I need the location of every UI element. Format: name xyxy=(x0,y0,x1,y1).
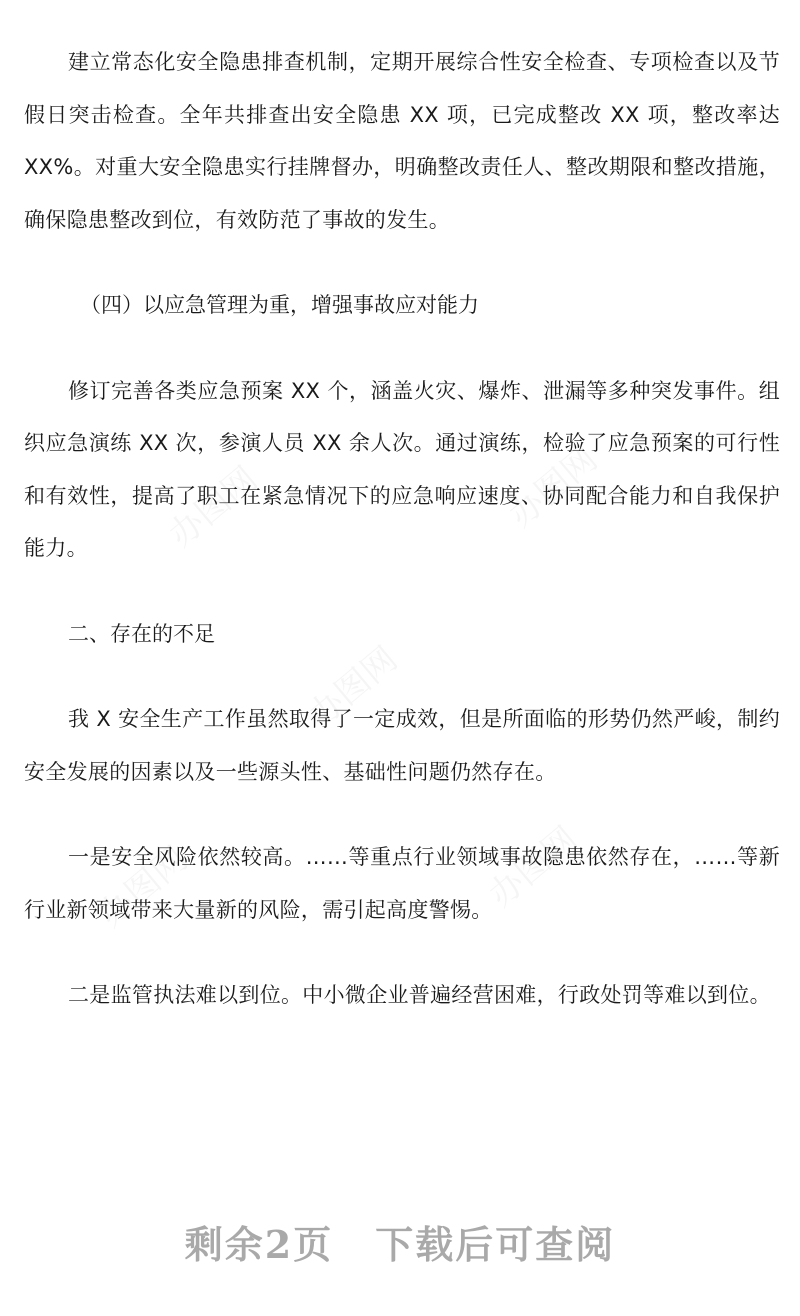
watermark: 办图网 xyxy=(161,459,266,556)
section-heading-shortcomings: 二、存在的不足 xyxy=(68,621,215,646)
remaining-pages-label: 剩余2页 xyxy=(184,1222,334,1267)
watermark: 办图网 xyxy=(501,439,606,536)
paragraph-emergency-plans: 修订完善各类应急预案 XX 个，涵盖火灾、爆炸、泄漏等多种突发事件。组织应急演练 XX 次，参演人员 XX 余人次。通过演练，检验了应急预案的可行性和有效性，提高了职工在紧急情况下的应急响应速度、协同配合能力和自我保护能力。 xyxy=(24,378,780,560)
watermark: 办图网 xyxy=(481,819,586,916)
paragraph-hazard-inspection: 建立常态化安全隐患排查机制，定期开展综合性安全检查、专项检查以及节假日突击检查。全年共排查出安全隐患 XX 项，已完成整改 XX 项，整改率达 XX%。对重大安全隐患实行挂牌督办，明确整改责任人、整改期限和整改措施，确保隐患整改到位，有效防范了事故的发生。 xyxy=(24,50,780,232)
download-hint-label: 下载后可查阅 xyxy=(375,1222,616,1267)
paragraph-enforcement: 二是监管执法难以到位。中小微企业普遍经营困难，行政处罚等难以到位。 xyxy=(68,983,771,1007)
download-banner[interactable] xyxy=(0,1214,800,1269)
section-heading-emergency: （四）以应急管理为重，增强事故应对能力 xyxy=(80,293,479,317)
paragraph-risk-high: 一是安全风险依然较高。……等重点行业领域事故隐患依然存在，……等新行业新领域带来大量新的风险，需引起高度警惕。 xyxy=(24,845,780,922)
watermark: 办图网 xyxy=(91,839,196,936)
document-body xyxy=(24,36,780,1022)
paragraph-shortcomings-intro: 我 X 安全生产工作虽然取得了一定成效，但是所面临的形势仍然严峻，制约安全发展的因素以及一些源头性、基础性问题仍然存在。 xyxy=(24,707,780,784)
watermark: 办图网 xyxy=(301,639,406,736)
